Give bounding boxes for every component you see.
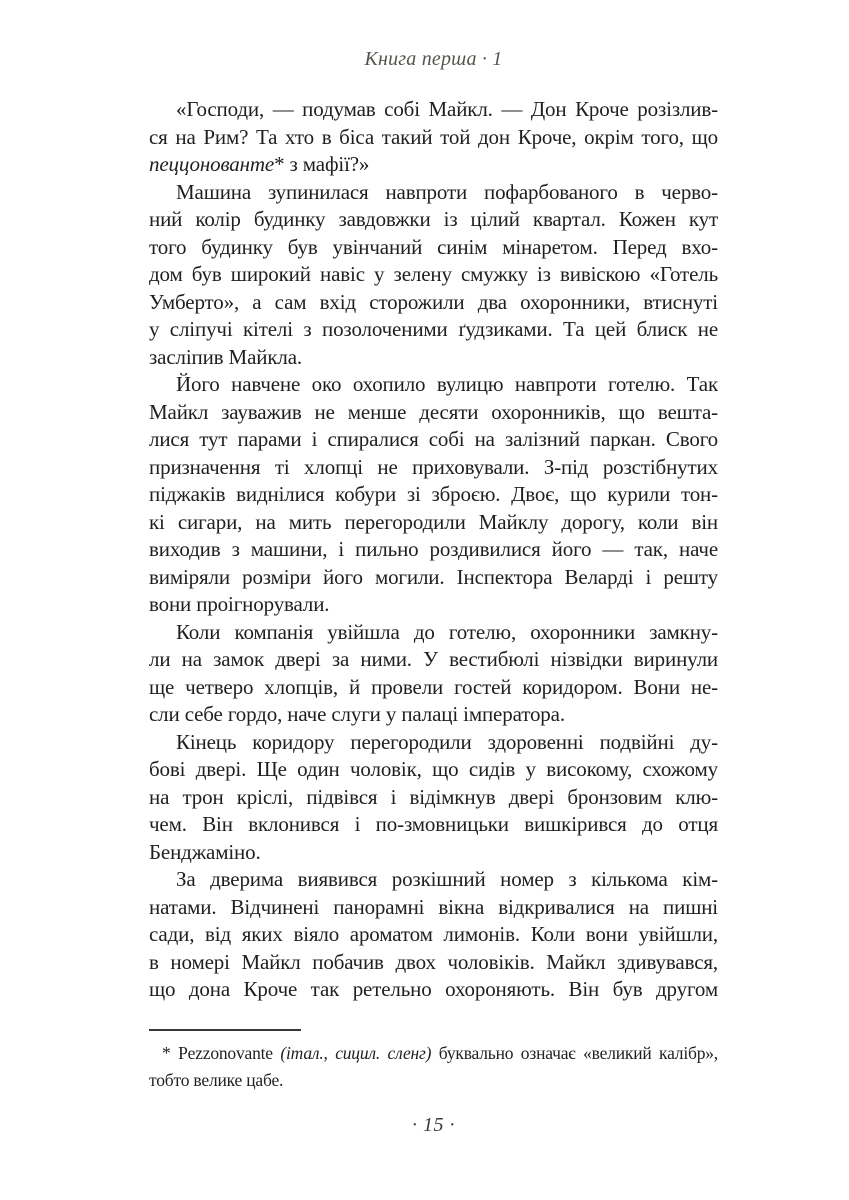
paragraph	[149, 96, 718, 179]
text-segment: * з мафії?»	[274, 152, 370, 176]
text-line	[149, 729, 718, 757]
text-line	[149, 371, 718, 399]
text-line	[149, 811, 718, 839]
body-text	[149, 96, 718, 1004]
text-segment: Кінець коридору перегородили здоровенні подвійні ду-	[176, 729, 718, 754]
paragraph	[149, 371, 718, 619]
text-line	[149, 894, 718, 922]
text-segment: бові двері. Ще один чоловік, що сидів у високому, схожому	[149, 757, 718, 781]
text-segment: піджаків виднілися кобури зі зброєю. Двоє, що курили тон-	[149, 482, 718, 506]
text-segment: сади, від яких віяло ароматом лимонів. Коли вони увійшли,	[149, 922, 718, 946]
footnote-separator	[149, 1029, 301, 1031]
text-line	[149, 591, 718, 619]
text-line	[149, 949, 718, 977]
text-segment: кі сигари, на мить перегородили Майклу дорогу, коли він	[149, 509, 718, 534]
text-segment: натами. Відчинені панорамні вікна відкривалися на пишні	[149, 894, 718, 919]
text-segment: «Господи, — подумав собі Майкл. — Дон Кроче розізлив-	[176, 97, 718, 121]
text-line	[149, 481, 718, 509]
italic-text: пеццонованте	[149, 152, 275, 176]
text-segment: чем. Він вклонився і по-змовницьки вишкірився до отця	[149, 812, 718, 836]
text-segment: ще четверо хлопців, й провели гостей коридором. Вони не-	[149, 674, 718, 699]
text-segment: лися тут парами і спиралися собі на залізний паркан. Свого	[149, 427, 718, 451]
text-segment: дом був широкий навіс у зелену смужку із вивіскою «Готель	[149, 262, 718, 286]
running-header: Книга перша · 1	[364, 48, 503, 70]
text-line	[149, 619, 718, 647]
text-segment: Бенджаміно.	[149, 839, 261, 864]
text-segment: Майкл зауважив не менше десяти охоронників, що вешта-	[149, 399, 718, 424]
text-segment: Його навчене око охопило вулицю навпроти готелю. Так	[176, 372, 718, 396]
text-segment: виміряли розміри його могили. Інспектора Веларді і решту	[149, 564, 718, 589]
text-line	[149, 646, 718, 674]
text-line	[149, 206, 718, 234]
text-line	[149, 151, 718, 179]
italic-text: (італ., сицил. сленг)	[280, 1043, 432, 1063]
text-segment: вони проігнорували.	[149, 592, 330, 616]
text-line	[149, 426, 718, 454]
text-line	[149, 234, 718, 262]
text-line	[149, 866, 718, 894]
text-line	[149, 124, 718, 152]
paragraph	[149, 619, 718, 729]
text-segment: у сліпучі кітелі з позолоченими ґудзиками. Та цей блиск не	[149, 317, 718, 341]
text-segment: буквально означає «великий калібр»,	[431, 1043, 718, 1063]
text-line	[149, 1067, 718, 1094]
text-segment: * Pezzonovante	[162, 1043, 281, 1063]
text-segment: сли себе гордо, наче слуги у палаці імператора.	[149, 702, 565, 726]
text-segment: ся на Рим? Та хто в біса такий той дон Кроче, окрім того, що	[149, 124, 718, 149]
text-line	[149, 261, 718, 289]
text-line	[149, 976, 718, 1004]
page-number: · 15 ·	[412, 1114, 455, 1136]
text-line	[149, 674, 718, 702]
text-line	[149, 536, 718, 564]
text-line	[149, 399, 718, 427]
text-line	[149, 344, 718, 372]
text-segment: тобто велике цабе.	[149, 1070, 284, 1090]
text-line	[149, 454, 718, 482]
text-line	[149, 316, 718, 344]
paragraph	[149, 179, 718, 372]
paragraph	[149, 729, 718, 867]
text-segment: того будинку був увінчаний синім мінаретом. Перед вхо-	[149, 234, 718, 259]
text-segment: Машина зупинилася навпроти пофарбованого в черво-	[176, 179, 718, 204]
text-line	[149, 509, 718, 537]
text-segment: що дона Кроче так ретельно охороняють. Він був другом	[149, 977, 718, 1001]
text-line	[149, 179, 718, 207]
paragraph	[149, 866, 718, 1004]
footnote	[149, 1040, 718, 1094]
text-segment: Коли компанія увійшла до готелю, охоронники замкну-	[176, 619, 718, 644]
text-line	[149, 96, 718, 124]
text-segment: в номері Майкл побачив двох чоловіків. Майкл здивувався,	[149, 949, 718, 974]
text-segment: призначення ті хлопці не приховували. З-під розстібнутих	[149, 454, 718, 479]
text-line	[149, 921, 718, 949]
text-segment: Умберто», а сам вхід сторожили два охоронники, втиснуті	[149, 289, 718, 314]
text-line	[149, 564, 718, 592]
text-line	[149, 701, 718, 729]
text-segment: виходив з машини, і пильно роздивилися його — так, наче	[149, 537, 718, 561]
text-line	[149, 756, 718, 784]
text-line	[149, 1040, 718, 1067]
text-line	[149, 784, 718, 812]
text-line	[149, 289, 718, 317]
text-segment: ли на замок двері за ними. У вестибюлі нізвідки виринули	[149, 647, 718, 671]
text-segment: За дверима виявився розкішний номер з кількома кім-	[176, 867, 718, 891]
text-line	[149, 839, 718, 867]
text-segment: ний колір будинку завдовжки із цілий квартал. Кожен кут	[149, 207, 718, 231]
text-segment: засліпив Майкла.	[149, 344, 302, 369]
text-segment: на трон кріслі, підвівся і відімкнув двері бронзовим клю-	[149, 784, 718, 809]
